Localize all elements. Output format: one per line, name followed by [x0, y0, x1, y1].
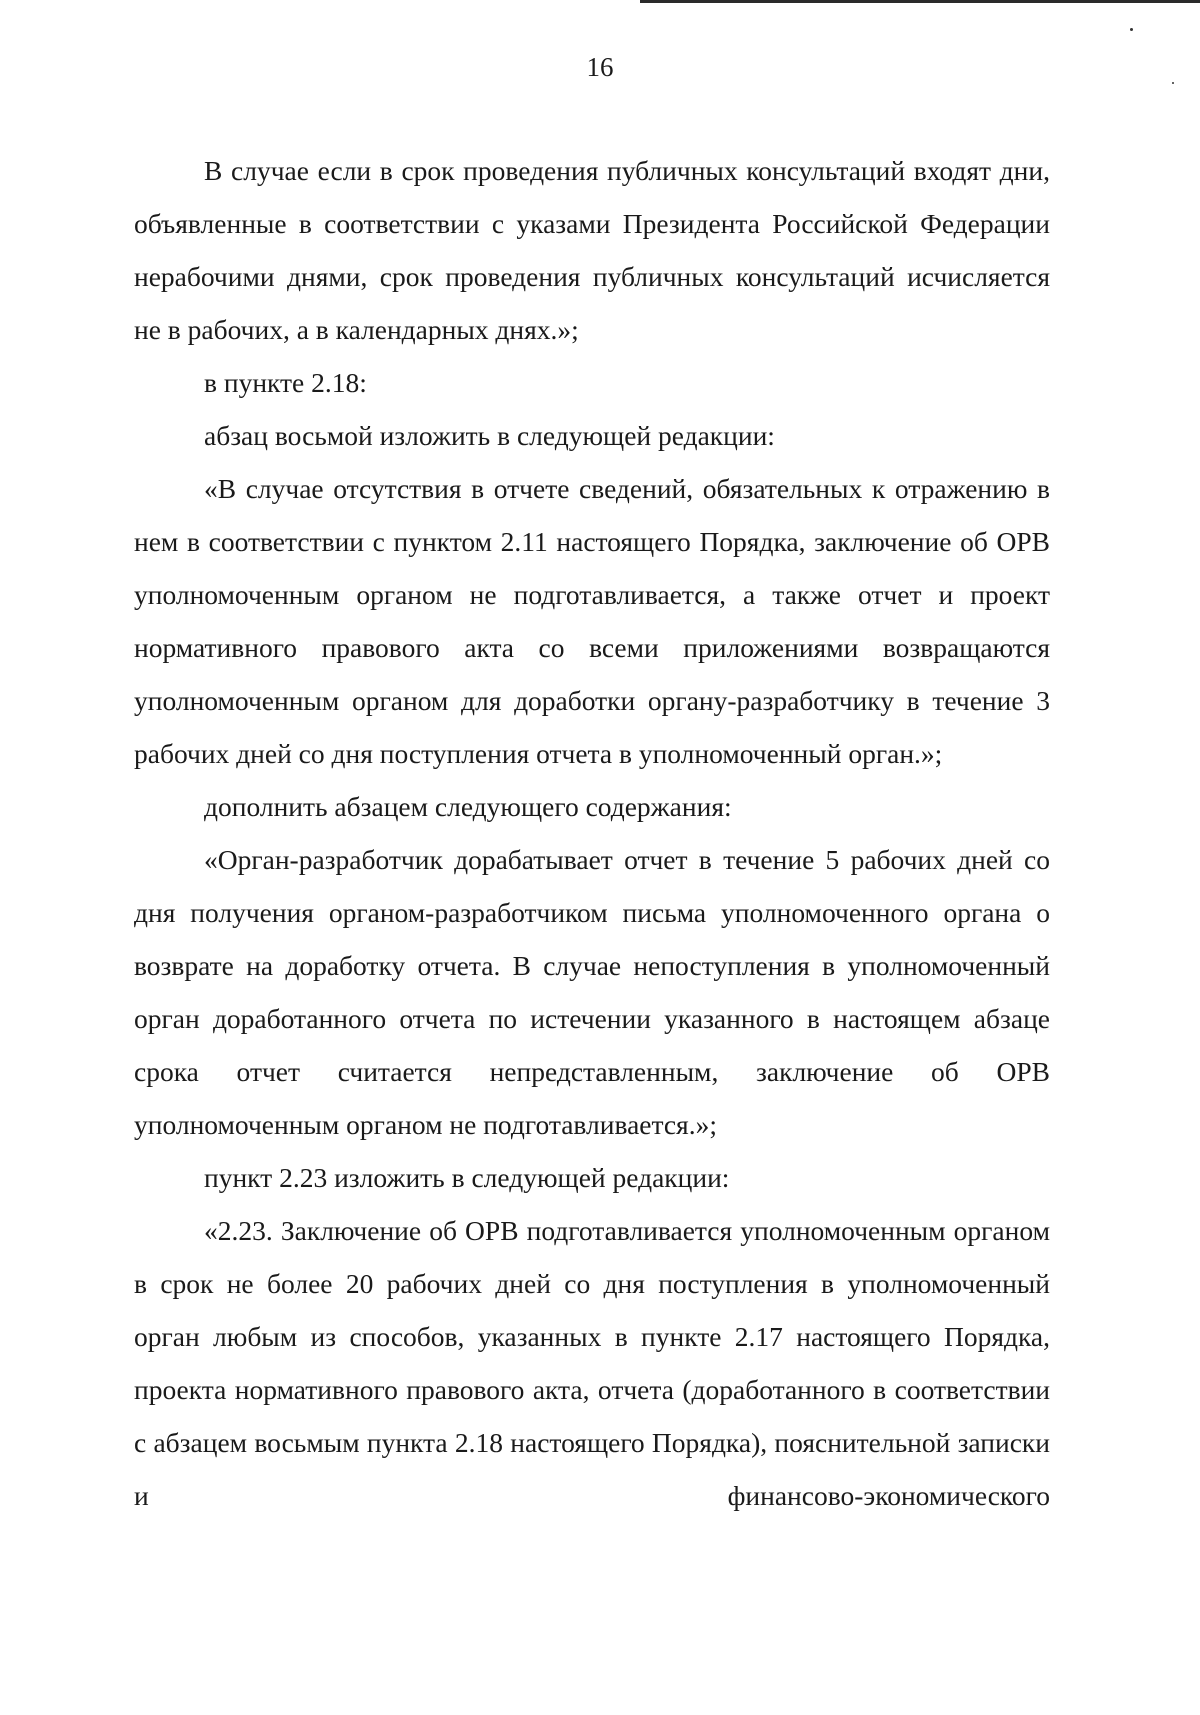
scan-edge-line [640, 0, 1200, 3]
paragraph-rework-deadline: «Орган-разработчик дорабатывает отчет в течение 5 рабочих дней со дня получения органом-разработчиком письма уполномоченного органа о возврате на доработку отчета. В случае непоступления в уполномоченный орган доработанного отчета по истечении указанного в настоящем абзаце срока отчет считается непредставленным, заключение об ОРВ уполномоченным органом не подготавливается.»; [134, 844, 1050, 1140]
page-number: 16 [586, 52, 614, 82]
paragraph-clause-2-18: в пункте 2.18: [204, 367, 367, 398]
paragraph-eighth-abzac-intro: абзац восьмой изложить в следующей редакции: [204, 420, 775, 451]
paragraph-clause-2-23-text: «2.23. Заключение об ОРВ подготавливается уполномоченным органом в срок не более 20 рабочих дней со дня поступления в уполномоченный орган любым из способов, указанных в пункте 2.17 настоящего Порядка, проекта нормативного правового акта, отчета (доработанного в соответствии с абзацем восьмым пункта 2.18 настоящего Порядка), пояснительной записки и финансово-экономического [134, 1215, 1050, 1511]
scan-speck [1130, 28, 1133, 31]
document-body [134, 144, 1050, 1522]
paragraph-missing-data-return: «В случае отсутствия в отчете сведений, обязательных к отражению в нем в соответствии с пунктом 2.11 настоящего Порядка, заключение об ОРВ уполномоченным органом не подготавливается, а также отчет и проект нормативного правового акта со всеми приложениями возвращаются уполномоченным органом для доработки органу-разработчику в течение 3 рабочих дней со дня поступления отчета в уполномоченный орган.»; [134, 473, 1050, 769]
paragraph-clause-2-23-intro: пункт 2.23 изложить в следующей редакции: [204, 1162, 730, 1193]
scan-speck [1172, 82, 1174, 84]
paragraph-public-consultations: В случае если в срок проведения публичных консультаций входят дни, объявленные в соответствии с указами Президента Российской Федерации нерабочими днями, срок проведения публичных консультаций исчисляется не в рабочих, а в календарных днях.»; [134, 155, 1050, 345]
paragraph-add-abzac-intro: дополнить абзацем следующего содержания: [204, 791, 732, 822]
